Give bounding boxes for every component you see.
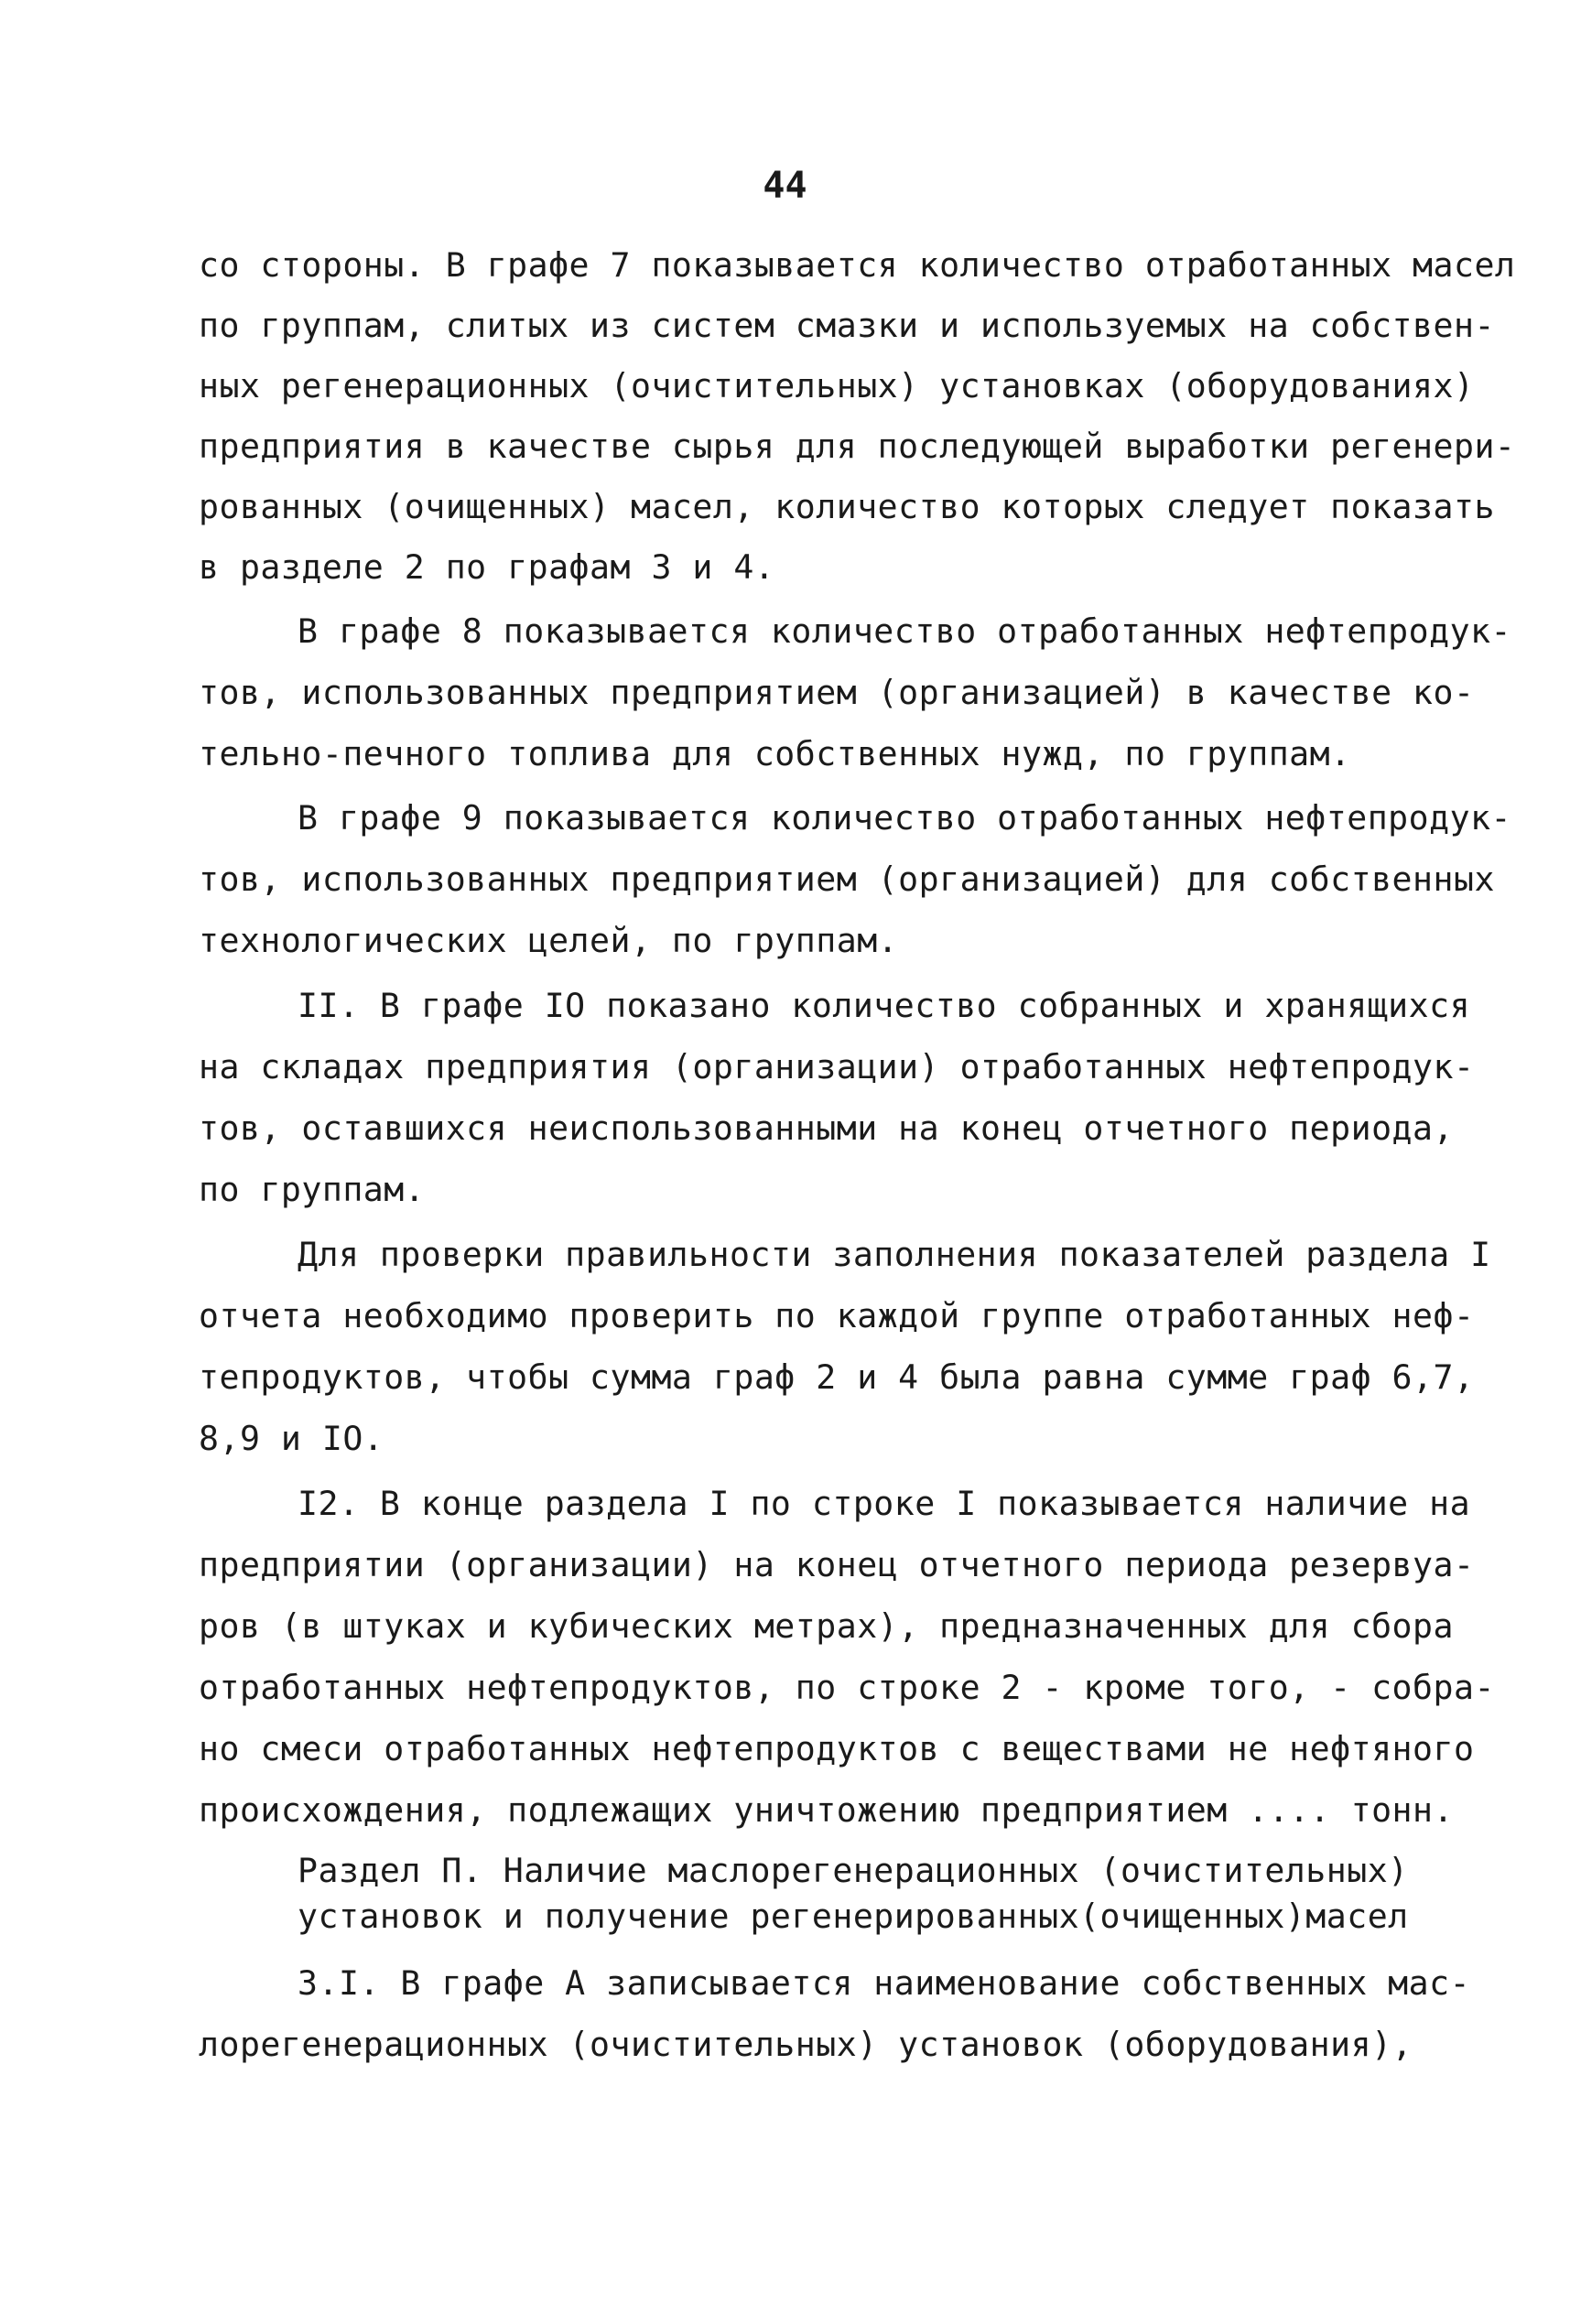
text-line: 8,9 и IO. [199, 1419, 384, 1458]
text-line: со стороны. В графе 7 показывается количество отработанных масел [199, 245, 1516, 285]
page-number: 44 [763, 165, 807, 207]
text-line: по группам, слитых из систем смазки и используемых на собствен- [199, 306, 1495, 345]
text-line: на складах предприятия (организации) отработанных нефтепродук- [199, 1047, 1475, 1086]
text-line: в разделе 2 по графам 3 и 4. [199, 547, 775, 587]
text-line: Для проверки правильности заполнения показателей раздела I [298, 1235, 1491, 1274]
text-line: тельно-печного топлива для собственных нужд, по группам. [199, 734, 1351, 773]
text-line: лорегенерационных (очистительных) установок (оборудования), [199, 2025, 1413, 2064]
text-line: технологических целей, по группам. [199, 921, 899, 960]
text-line: 3.I. В графе А записывается наименование собственных мас- [298, 1963, 1471, 2003]
text-line: В графе 9 показывается количество отработанных нефтепродук- [298, 798, 1512, 838]
text-line: II. В графе IO показано количество собранных и хранящихся [298, 986, 1471, 1025]
text-line: отработанных нефтепродуктов, по строке 2 - кроме того, - собра- [199, 1668, 1495, 1707]
text-line: рованных (очищенных) масел, количество которых следует показать [199, 487, 1495, 526]
text-line: тов, оставшихся неиспользованными на конец отчетного периода, [199, 1108, 1454, 1148]
text-line: но смеси отработанных нефтепродуктов с веществами не нефтяного [199, 1729, 1475, 1768]
section-heading: установок и получение регенерированных(очищенных)масел [298, 1897, 1409, 1936]
text-line: тов, использованных предприятием (организацией) для собственных [199, 859, 1495, 899]
section-heading: Раздел П. Наличие маслорегенерационных (очистительных) [298, 1851, 1409, 1890]
text-line: тов, использованных предприятием (организацией) в качестве ко- [199, 673, 1475, 712]
text-line: ных регенерационных (очистительных) установках (оборудованиях) [199, 366, 1475, 405]
text-line: В графе 8 показывается количество отработанных нефтепродук- [298, 611, 1512, 651]
text-line: предприятия в качестве сырья для последующей выработки регенери- [199, 427, 1516, 466]
text-line: по группам. [199, 1170, 426, 1209]
text-line: предприятии (организации) на конец отчетного периода резервуа- [199, 1545, 1475, 1584]
text-line: отчета необходимо проверить по каждой группе отработанных неф- [199, 1296, 1475, 1335]
text-line: I2. В конце раздела I по строке I показывается наличие на [298, 1484, 1471, 1523]
text-line: тепродуктов, чтобы сумма граф 2 и 4 была равна сумме граф 6,7, [199, 1357, 1475, 1397]
text-line: ров (в штуках и кубических метрах), предназначенных для сбора [199, 1606, 1454, 1646]
text-line: происхождения, подлежащих уничтожению предприятием .... тонн. [199, 1790, 1454, 1830]
